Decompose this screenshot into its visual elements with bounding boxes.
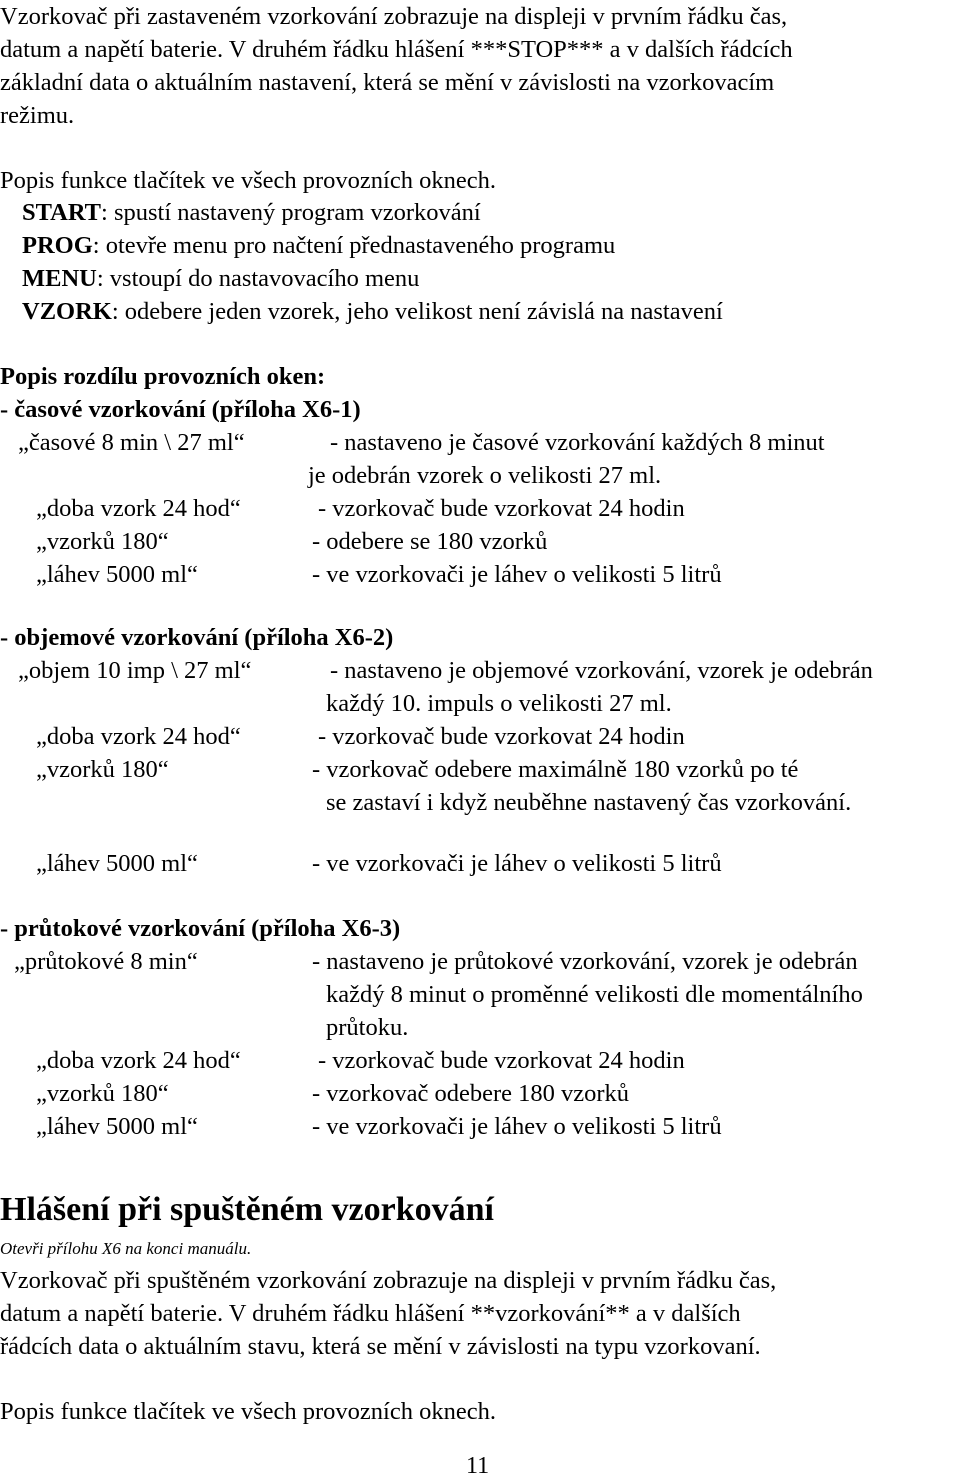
running-line-3: řádcích data o aktuálním stavu, která se mění v závislosti na typu vzorkovaní. [0, 1333, 761, 1360]
button-key: MENU [22, 265, 97, 292]
timed-row-cont: je odebrán vzorek o velikosti 27 ml. [308, 462, 662, 489]
volume-title: - objemové vzorkování (příloha X6-2) [0, 624, 394, 651]
button-desc-menu [22, 262, 419, 295]
volume-row-cont: se zastaví i když neuběhne nastavený čas vzorkování. [326, 789, 852, 816]
flow-row-cont: každý 8 minut o proměnné velikosti dle momentálního [326, 981, 863, 1008]
button-key: PROG [22, 232, 93, 259]
volume-row-right: - ve vzorkovači je láhev o velikosti 5 litrů [312, 850, 722, 877]
timed-row-right: - nastaveno je časové vzorkování každých 8 minut [330, 429, 825, 456]
buttons-heading: Popis funkce tlačítek ve všech provozních oknech. [0, 167, 496, 194]
timed-row-right: - ve vzorkovači je láhev o velikosti 5 litrů [312, 561, 722, 588]
button-desc: : odebere jeden vzorek, jeho velikost není závislá na nastavení [111, 298, 723, 325]
intro-line-3: základní data o aktuálním nastavení, která se mění v závislosti na vzorkovacím [0, 69, 775, 96]
flow-title: - průtokové vzorkování (příloha X6-3) [0, 915, 401, 942]
flow-row-left: „doba vzork 24 hod“ [36, 1047, 241, 1074]
running-line-2: datum a napětí baterie. V druhém řádku hlášení **vzorkování** a v dalších [0, 1300, 741, 1327]
volume-row-left: „objem 10 imp \ 27 ml“ [18, 657, 252, 684]
button-desc-start [22, 196, 481, 229]
volume-row-right: - nastaveno je objemové vzorkování, vzorek je odebrán [330, 657, 873, 684]
flow-row-left: „vzorků 180“ [36, 1080, 169, 1107]
intro-line-4: režimu. [0, 102, 75, 129]
volume-row-left: „doba vzork 24 hod“ [36, 723, 241, 750]
timed-title: - časové vzorkování (příloha X6-1) [0, 396, 361, 423]
timed-row-left: „doba vzork 24 hod“ [36, 495, 241, 522]
timed-row-right: - vzorkovač bude vzorkovat 24 hodin [318, 495, 685, 522]
flow-row-right: - ve vzorkovači je láhev o velikosti 5 litrů [312, 1113, 722, 1140]
running-note: Otevři přílohu X6 na konci manuálu. [0, 1239, 252, 1258]
button-desc-vzork [22, 295, 723, 328]
flow-row-left: „láhev 5000 ml“ [36, 1113, 198, 1140]
volume-row-right: - vzorkovač odebere maximálně 180 vzorků po té [312, 756, 799, 783]
volume-row-cont: každý 10. impuls o velikosti 27 ml. [326, 690, 672, 717]
volume-row-left: „láhev 5000 ml“ [36, 850, 198, 877]
button-desc: : otevře menu pro načtení přednastaveného programu [92, 232, 616, 259]
volume-row-right: - vzorkovač bude vzorkovat 24 hodin [318, 723, 685, 750]
volume-row-left: „vzorků 180“ [36, 756, 169, 783]
button-key: START [22, 199, 102, 226]
timed-row-left: „vzorků 180“ [36, 528, 169, 555]
flow-row-right: - nastaveno je průtokové vzorkování, vzorek je odebrán [312, 948, 858, 975]
timed-row-left: „láhev 5000 ml“ [36, 561, 198, 588]
button-desc: : vstoupí do nastavovacího menu [96, 265, 420, 292]
timed-row-left: „časové 8 min \ 27 ml“ [18, 429, 245, 456]
button-desc: : spustí nastavený program vzorkování [101, 199, 481, 226]
flow-row-cont2: průtoku. [326, 1014, 409, 1041]
running-line-1: Vzorkovač při spuštěném vzorkování zobrazuje na displeji v prvním řádku čas, [0, 1267, 777, 1294]
flow-row-right: - vzorkovač odebere 180 vzorků [312, 1080, 630, 1107]
page-number: 11 [466, 1453, 490, 1479]
flow-row-left: „průtokové 8 min“ [14, 948, 198, 975]
button-key: VZORK [22, 298, 112, 325]
running-heading: Hlášení při spuštěném vzorkování [0, 1191, 494, 1228]
running-buttons-heading: Popis funkce tlačítek ve všech provozních oknech. [0, 1398, 496, 1425]
button-desc-prog [22, 229, 615, 262]
intro-line-1: Vzorkovač při zastaveném vzorkování zobrazuje na displeji v prvním řádku čas, [0, 3, 788, 30]
flow-row-right: - vzorkovač bude vzorkovat 24 hodin [318, 1047, 685, 1074]
timed-row-right: - odebere se 180 vzorků [312, 528, 548, 555]
intro-line-2: datum a napětí baterie. V druhém řádku hlášení ***STOP*** a v dalších řádcích [0, 36, 793, 63]
diff-heading: Popis rozdílu provozních oken: [0, 363, 326, 390]
